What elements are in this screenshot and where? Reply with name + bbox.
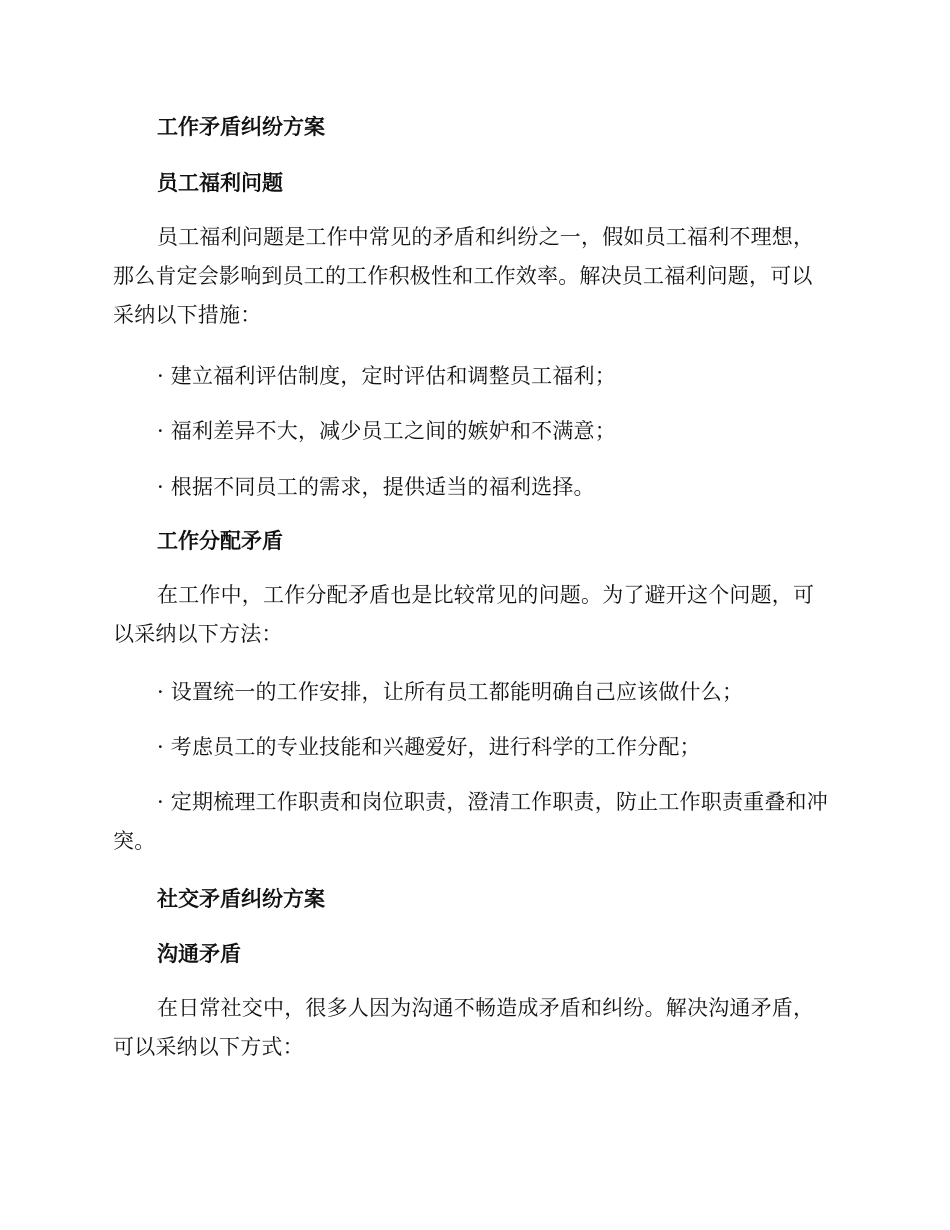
list-item: · 福利差异不大，减少员工之间的嫉妒和不满意； [157, 419, 616, 443]
document-subtitle-social: 社交矛盾纠纷方案 [157, 886, 325, 911]
document-title: 工作矛盾纠纷方案 [157, 114, 325, 139]
list-item: · 定期梳理工作职责和岗位职责，澄清工作职责，防止工作职责重叠和冲突。 [113, 790, 828, 853]
list-item: · 建立福利评估制度，定时评估和调整员工福利； [157, 364, 616, 388]
list-item: · 设置统一的工作安排，让所有员工都能明确自己应该做什么； [157, 680, 744, 704]
paragraph-allocation-intro: 在工作中，工作分配矛盾也是比较常见的问题。为了避开这个问题，可以采纳以下方法： [113, 583, 815, 646]
paragraph-communication-intro: 在日常社交中，很多人因为沟通不畅造成矛盾和纠纷。解决沟通矛盾，可以采纳以下方式： [113, 996, 815, 1059]
list-item: · 考虑员工的专业技能和兴趣爱好，进行科学的工作分配； [157, 735, 701, 759]
section-heading-communication: 沟通矛盾 [157, 941, 241, 966]
section-heading-work-allocation: 工作分配矛盾 [157, 528, 283, 553]
section-heading-welfare: 员工福利问题 [157, 170, 283, 195]
list-item: · 根据不同员工的需求，提供适当的福利选择。 [157, 475, 595, 499]
paragraph-welfare-intro: 员工福利问题是工作中常见的矛盾和纠纷之一，假如员工福利不理想，那么肯定会影响到员工的工作积极性和工作效率。解决员工福利问题，可以采纳以下措施： [113, 225, 815, 327]
